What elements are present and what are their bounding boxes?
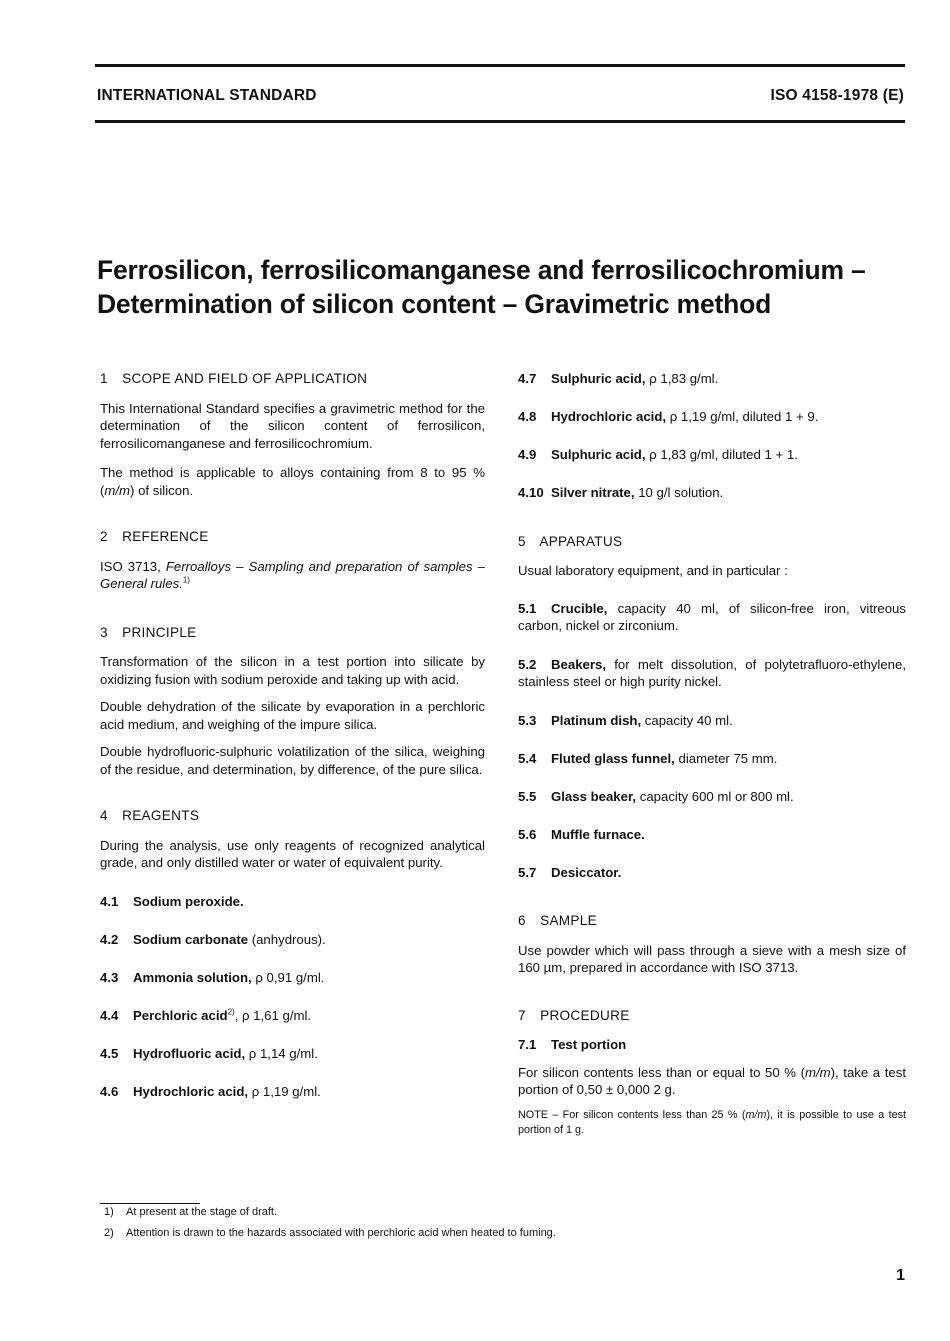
footnote-2: 2) Attention is drawn to the hazards associated with perchloric acid when heated to fuming. bbox=[104, 1227, 556, 1239]
title-line-1: Ferrosilicon, ferrosilicomanganese and ferrosilicochromium – bbox=[97, 255, 866, 285]
sample-text: Use powder which will pass through a sieve with a mesh size of 160 µm, prepared in accordance with ISO 3713. bbox=[518, 942, 906, 975]
list-item: 5.3 Platinum dish, capacity 40 ml. bbox=[518, 712, 733, 728]
list-item: 4.1 Sodium peroxide. bbox=[100, 893, 244, 909]
list-item: 5.1 Crucible, capacity 40 ml, of silicon-free iron, vitreous carbon, nickel or zirconium. bbox=[518, 600, 906, 633]
list-item: 4.4 Perchloric acid$^{2)}$, ρ 1,61 g/ml. bbox=[100, 1007, 312, 1023]
list-item: 4.6 Hydrochloric acid, ρ 1,19 g/ml. bbox=[100, 1083, 321, 1099]
apparatus-list bbox=[518, 600, 906, 882]
list-item: 4.3 Ammonia solution, ρ 0,91 g/ml. bbox=[100, 969, 325, 985]
principle-paragraph-3: Double hydrofluoric-sulphuric volatilization of the silica, weighing of the residue, and determination, by difference, of the pure silica. bbox=[100, 744, 485, 777]
reagents-list-left bbox=[100, 893, 485, 1101]
list-item: 5.7 Desiccator. bbox=[518, 864, 622, 880]
section-heading-apparatus: 5 APPARATUS bbox=[518, 533, 623, 549]
scope-paragraph-1: This International Standard specifies a gravimetric method for the determination of the silicon content of ferrosilicon, ferrosilicomanganese and ferrosilicochromium. bbox=[100, 400, 485, 451]
list-item: 5.2 Beakers, for melt dissolution, of polytetrafluoro-ethylene, stainless steel or high purity nickel. bbox=[518, 656, 906, 689]
list-item: 5.6 Muffle furnace. bbox=[518, 826, 645, 842]
left-column bbox=[100, 370, 485, 1100]
reference-text: ISO 3713, Ferroalloys – Sampling and preparation of samples – General rules.$^{1)}$ bbox=[100, 558, 486, 591]
list-item: 4.5 Hydrofluoric acid, ρ 1,14 g/ml. bbox=[100, 1045, 318, 1061]
section-heading-reagents: 4 REAGENTS bbox=[100, 808, 200, 823]
footnote-1: 1) At present at the stage of draft. bbox=[104, 1206, 278, 1218]
list-item: 4.9 Sulphuric acid, ρ 1,83 g/ml, diluted 1 + 1. bbox=[518, 447, 798, 462]
list-item: 4.10 Silver nitrate, 10 g/l solution. bbox=[518, 485, 724, 500]
section-heading-reference: 2 REFERENCE bbox=[100, 529, 209, 544]
title-line-2: Determination of silicon content – Gravimetric method bbox=[97, 289, 772, 319]
section-heading-procedure: 7 PROCEDURE bbox=[518, 1007, 630, 1023]
list-item: 4.8 Hydrochloric acid, ρ 1,19 g/ml, diluted 1 + 9. bbox=[518, 409, 819, 424]
list-item: 4.2 Sodium carbonate (anhydrous). bbox=[100, 931, 326, 947]
header-standard-label: INTERNATIONAL STANDARD bbox=[97, 87, 317, 104]
reagents-list-right bbox=[518, 370, 906, 502]
header-document-number: ISO 4158-1978 (E) bbox=[770, 87, 904, 104]
header-top-rule bbox=[95, 64, 905, 67]
reagents-intro: During the analysis, use only reagents of recognized analytical grade, and only distilled water or water of equivalent purity. bbox=[100, 837, 485, 870]
apparatus-intro: Usual laboratory equipment, and in particular : bbox=[518, 563, 788, 578]
right-column bbox=[518, 370, 906, 1138]
list-item: 5.4 Fluted glass funnel, diameter 75 mm. bbox=[518, 750, 778, 766]
procedure-subheading: 7.1 Test portion bbox=[518, 1037, 627, 1052]
document-title bbox=[97, 253, 917, 321]
principle-paragraph-2: Double dehydration of the silicate by evaporation in a perchloric acid medium, and weighing of the impure silica. bbox=[100, 699, 485, 732]
header-bottom-rule bbox=[95, 120, 905, 123]
principle-paragraph-1: Transformation of the silicon in a test portion into silicate by oxidizing fusion with sodium peroxide and taking up with acid. bbox=[100, 654, 485, 687]
procedure-note: NOTE – For silicon contents less than 25 % (m/m), it is possible to use a test portion of 1 g. bbox=[518, 1108, 906, 1136]
list-item: 4.7 Sulphuric acid, ρ 1,83 g/ml. bbox=[518, 371, 719, 386]
list-item: 5.5 Glass beaker, capacity 600 ml or 800 ml. bbox=[518, 788, 794, 804]
scope-paragraph-2: The method is applicable to alloys containing from 8 to 95 % (m/m) of silicon. bbox=[100, 465, 485, 498]
section-heading-principle: 3 PRINCIPLE bbox=[100, 624, 197, 640]
page-number: 1 bbox=[896, 1267, 905, 1284]
footnote-rule bbox=[100, 1203, 200, 1204]
procedure-text: For silicon contents less than or equal to 50 % (m/m), take a test portion of 0,50 ± 0,000 2 g. bbox=[518, 1064, 906, 1097]
section-heading-sample: 6 SAMPLE bbox=[518, 913, 598, 928]
section-heading-scope: 1 SCOPE AND FIELD OF APPLICATION bbox=[100, 371, 368, 386]
